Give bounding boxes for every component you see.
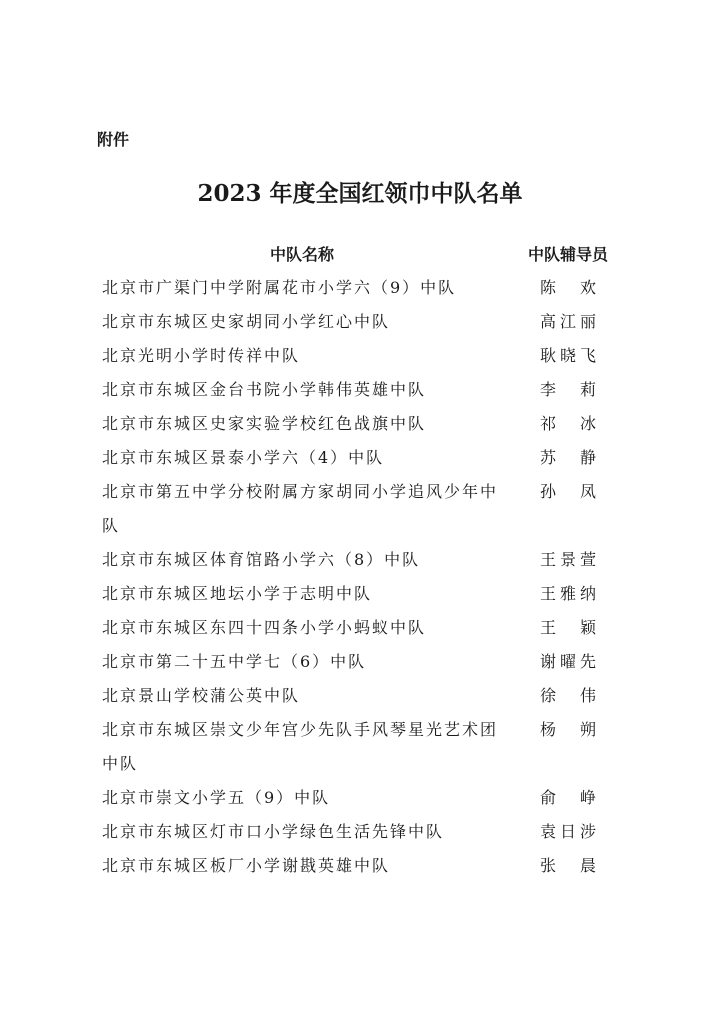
squad-name: 北京光明小学时传祥中队 xyxy=(102,346,301,365)
advisor-name: 杨 朔 xyxy=(540,720,596,739)
table-row xyxy=(0,611,720,645)
squad-name: 北京景山学校蒲公英中队 xyxy=(102,686,301,705)
advisor-name: 陈 欢 xyxy=(540,278,596,297)
advisor-name: 谢曜先 xyxy=(540,652,596,671)
table-row xyxy=(0,305,720,339)
table-row xyxy=(0,849,720,883)
squad-name: 北京市东城区金台书院小学韩伟英雄中队 xyxy=(102,380,427,399)
table-row xyxy=(0,815,720,849)
table-row xyxy=(0,543,720,577)
header-advisor: 中队辅导员 xyxy=(527,245,608,264)
attachment-label: 附件 xyxy=(97,130,130,149)
table-row xyxy=(0,441,720,475)
advisor-name: 祁 冰 xyxy=(540,414,596,433)
squad-name: 北京市东城区史家实验学校红色战旗中队 xyxy=(102,414,427,433)
advisor-name: 徐 伟 xyxy=(540,686,596,705)
squad-name: 北京市东城区地坛小学于志明中队 xyxy=(102,584,373,603)
table-row xyxy=(0,577,720,611)
squad-name: 北京市第二十五中学七（6）中队 xyxy=(102,652,367,671)
squad-name: 北京市东城区史家胡同小学红心中队 xyxy=(102,312,391,331)
advisor-name: 王景萱 xyxy=(540,550,596,569)
table-row xyxy=(0,373,720,407)
table-row xyxy=(0,271,720,305)
advisor-name: 孙 凤 xyxy=(540,482,596,501)
squad-name: 北京市广渠门中学附属花市小学六（9）中队 xyxy=(102,278,457,297)
advisor-name: 袁日涉 xyxy=(540,822,596,841)
advisor-name: 张 晨 xyxy=(540,856,596,875)
advisor-name: 李 莉 xyxy=(540,380,596,399)
squad-name: 北京市东城区景泰小学六（4）中队 xyxy=(102,448,385,467)
table-row xyxy=(0,339,720,373)
advisor-name: 苏 静 xyxy=(540,448,596,467)
squad-name: 北京市东城区东四十四条小学小蚂蚁中队 xyxy=(102,618,427,637)
advisor-name: 高江丽 xyxy=(540,312,596,331)
table-row xyxy=(0,475,720,543)
table-header xyxy=(0,240,720,270)
squad-name: 北京市崇文小学五（9）中队 xyxy=(102,788,331,807)
header-squad-name: 中队名称 xyxy=(269,245,334,264)
advisor-name: 王 颖 xyxy=(540,618,596,637)
table-row xyxy=(0,407,720,441)
squad-name: 北京市东城区体育馆路小学六（8）中队 xyxy=(102,550,421,569)
squad-list xyxy=(0,271,720,883)
squad-name: 北京市东城区灯市口小学绿色生活先锋中队 xyxy=(102,822,445,841)
table-row xyxy=(0,713,720,781)
table-row xyxy=(0,679,720,713)
advisor-name: 王雅纳 xyxy=(540,584,596,603)
squad-name: 北京市东城区崇文少年宫少先队手风琴星光艺术团中队 xyxy=(102,720,499,773)
squad-name: 北京市东城区板厂小学谢戡英雄中队 xyxy=(102,856,391,875)
page-title: 2023 年度全国红领巾中队名单 xyxy=(197,180,523,207)
squad-name: 北京市第五中学分校附属方家胡同小学追风少年中队 xyxy=(102,482,499,535)
advisor-name: 俞 峥 xyxy=(540,788,596,807)
advisor-name: 耿晓飞 xyxy=(540,346,596,365)
table-row xyxy=(0,645,720,679)
table-row xyxy=(0,781,720,815)
